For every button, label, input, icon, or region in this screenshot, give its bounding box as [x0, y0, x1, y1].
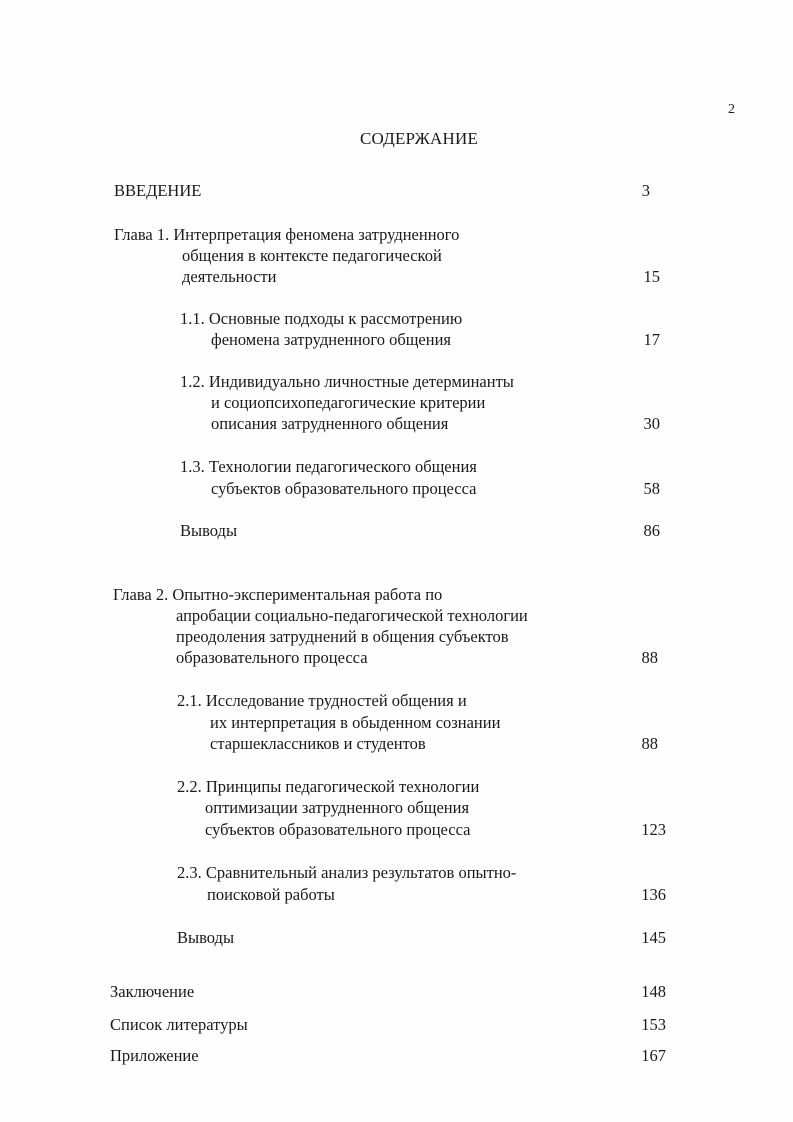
toc-entry-page: 3 [641, 181, 650, 200]
toc-entry-label: Список литературы [110, 1015, 248, 1034]
toc-section-line: 2.3. Сравнительный анализ результатов опытно- [177, 863, 517, 882]
toc-section-line: 2.1. Исследование трудностей общения и [177, 691, 467, 710]
toc-entry-page: 88 [641, 734, 658, 753]
toc-chapter-line: Глава 2. Опытно-экспериментальная работа по [113, 585, 443, 604]
toc-entry-label: Выводы [180, 521, 238, 540]
toc-section-line: 1.2. Индивидуально личностные детерминанты [180, 372, 514, 391]
toc-entry-page: 145 [641, 928, 666, 947]
toc-section-line: феномена затрудненного общения [211, 330, 452, 349]
toc-section-line: субъектов образовательного процесса [211, 479, 477, 498]
toc-chapter-line: образовательного процесса [176, 648, 368, 667]
toc-entry-page: 86 [643, 521, 660, 540]
toc-entry-page: 17 [643, 330, 660, 349]
toc-entry-page: 136 [641, 885, 666, 904]
page-title: СОДЕРЖАНИЕ [360, 129, 479, 148]
toc-section-line: 1.3. Технологии педагогического общения [180, 457, 477, 476]
toc-entry-page: 88 [641, 648, 658, 667]
toc-section-line: поисковой работы [207, 885, 335, 904]
page-number: 2 [728, 102, 735, 117]
toc-entry-page: 123 [641, 820, 666, 839]
toc-section-line: описания затрудненного общения [211, 414, 449, 433]
toc-entry-page: 15 [643, 267, 660, 286]
toc-section-line: 1.1. Основные подходы к рассмотрению [180, 309, 463, 328]
toc-section-line: оптимизации затрудненного общения [205, 798, 470, 817]
toc-entry-page: 148 [641, 982, 666, 1001]
toc-chapter-line: общения в контексте педагогической [182, 246, 442, 265]
toc-chapter-line: апробации социально-педагогической технологии [176, 606, 528, 625]
toc-chapter-line: Глава 1. Интерпретация феномена затрудненного [114, 225, 460, 244]
toc-entry-page: 167 [641, 1046, 666, 1065]
toc-entry-label: Приложение [110, 1046, 199, 1065]
toc-entry-page: 153 [641, 1015, 666, 1034]
toc-section-line: 2.2. Принципы педагогической технологии [177, 777, 480, 796]
toc-entry-label: ВВЕДЕНИЕ [114, 181, 202, 200]
toc-section-line: и социопсихопедагогические критерии [211, 393, 486, 412]
toc-entry-page: 58 [643, 479, 660, 498]
toc-section-line: старшеклассников и студентов [210, 734, 426, 753]
toc-entry-label: Выводы [177, 928, 235, 947]
toc-chapter-line: преодоления затруднений в общения субъектов [176, 627, 509, 646]
toc-entry-page: 30 [643, 414, 660, 433]
toc-section-line: субъектов образовательного процесса [205, 820, 471, 839]
toc-entry-label: Заключение [110, 982, 195, 1001]
toc-section-line: их интерпретация в обыденном сознании [210, 713, 501, 732]
toc-chapter-line: деятельности [182, 267, 277, 286]
